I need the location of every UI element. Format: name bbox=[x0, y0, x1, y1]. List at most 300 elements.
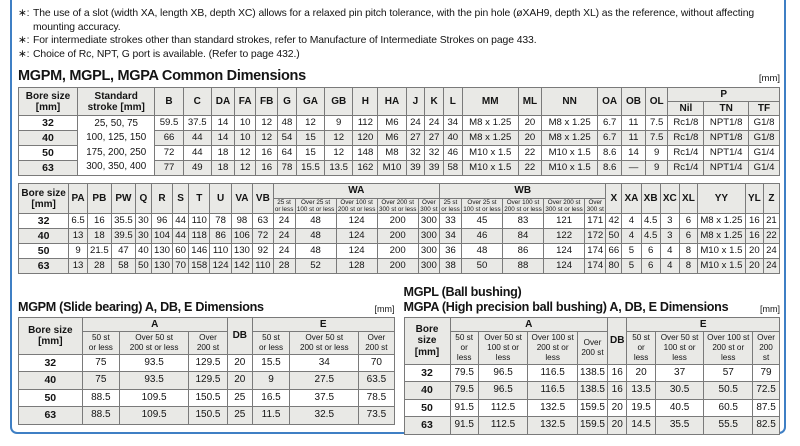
common-dimensions-heading bbox=[18, 68, 780, 84]
column-header-cell: GB bbox=[325, 88, 353, 116]
data-cell: 70 bbox=[173, 259, 189, 274]
data-cell: 75 bbox=[82, 372, 119, 390]
data-cell: 80 bbox=[606, 259, 622, 274]
data-cell: M10 x 1.5 bbox=[697, 244, 745, 259]
column-header-cell: Over 100 st 200 st or less bbox=[704, 332, 753, 365]
data-cell: 13 bbox=[69, 229, 88, 244]
column-header-cell: NN bbox=[542, 88, 598, 116]
data-cell: 39 bbox=[406, 161, 425, 176]
note-text: Choice of Rc, NPT, G port is available. (Refer to page 432.) bbox=[33, 48, 300, 60]
data-cell: 124 bbox=[336, 214, 377, 229]
data-cell: 5 bbox=[622, 259, 641, 274]
data-cell: 15.5 bbox=[252, 354, 289, 372]
table-row bbox=[404, 417, 780, 435]
data-cell: 129.5 bbox=[189, 354, 228, 372]
bore-size-cell: 40 bbox=[19, 372, 83, 390]
data-cell: 96.5 bbox=[478, 364, 528, 382]
data-cell: 4 bbox=[622, 214, 641, 229]
data-cell: 9 bbox=[645, 161, 668, 176]
column-header-cell: 25 st or less bbox=[274, 198, 294, 213]
table-row bbox=[19, 407, 395, 425]
data-cell: M10 x 1.5 bbox=[542, 161, 598, 176]
bore-size-cell: 32 bbox=[19, 354, 83, 372]
data-cell: 22 bbox=[518, 161, 541, 176]
data-cell: 159.5 bbox=[577, 417, 607, 435]
table-row bbox=[19, 372, 395, 390]
data-cell: 130 bbox=[231, 244, 252, 259]
data-cell: 4.5 bbox=[641, 229, 660, 244]
section-title-text: MGPM, MGPL, MGPA Common Dimensions bbox=[18, 68, 306, 85]
data-cell: 171 bbox=[585, 214, 606, 229]
column-header-cell: MM bbox=[462, 88, 518, 116]
data-cell: 38 bbox=[440, 259, 462, 274]
bore-size-cell: 63 bbox=[19, 161, 78, 176]
data-cell: 86 bbox=[210, 229, 231, 244]
data-cell: 300 bbox=[418, 259, 439, 274]
data-cell: 5 bbox=[622, 244, 641, 259]
data-cell: 87.5 bbox=[753, 399, 780, 417]
data-cell: 4 bbox=[622, 229, 641, 244]
data-cell: 16 bbox=[256, 161, 278, 176]
data-cell: 15 bbox=[296, 131, 324, 146]
column-header-cell: FB bbox=[256, 88, 278, 116]
note-line bbox=[18, 34, 780, 48]
data-cell: 75 bbox=[82, 354, 119, 372]
table-row bbox=[19, 354, 395, 372]
column-header-cell: 50 st or less bbox=[627, 332, 655, 365]
data-cell: 48 bbox=[295, 229, 336, 244]
data-cell: 44 bbox=[173, 214, 189, 229]
data-cell: 88.5 bbox=[82, 389, 119, 407]
data-cell: 12 bbox=[325, 146, 353, 161]
data-cell: 14 bbox=[622, 146, 646, 161]
table-row bbox=[19, 214, 780, 229]
data-cell: 34 bbox=[440, 229, 462, 244]
data-cell: 46 bbox=[461, 229, 502, 244]
data-cell: 21 bbox=[763, 214, 779, 229]
bore-size-cell: 32 bbox=[19, 116, 78, 131]
data-cell: 37.5 bbox=[183, 116, 211, 131]
footnotes bbox=[18, 7, 780, 61]
data-cell: NPT1/8 bbox=[704, 116, 749, 131]
table-row bbox=[19, 229, 780, 244]
column-header-cell: Q bbox=[135, 184, 151, 214]
column-header-cell: B bbox=[155, 88, 183, 116]
data-cell: 50 bbox=[135, 259, 151, 274]
data-cell: 18 bbox=[211, 161, 234, 176]
data-cell: G1/8 bbox=[749, 131, 780, 146]
data-cell: 96 bbox=[151, 214, 172, 229]
column-header-cell: Over 200 st bbox=[189, 332, 228, 355]
data-cell: 13.5 bbox=[325, 161, 353, 176]
data-cell: 6.7 bbox=[598, 131, 622, 146]
data-cell: 24 bbox=[763, 244, 779, 259]
bore-size-cell: 50 bbox=[19, 146, 78, 161]
data-cell: 64 bbox=[278, 146, 297, 161]
column-header-cell: Over 100 st 200 st or less bbox=[528, 332, 578, 365]
data-cell: 4 bbox=[660, 244, 679, 259]
data-cell: 130 bbox=[151, 244, 172, 259]
data-cell: 86 bbox=[502, 244, 543, 259]
bore-size-cell: 40 bbox=[404, 382, 450, 400]
data-cell: 146 bbox=[189, 244, 210, 259]
data-cell: 60 bbox=[173, 244, 189, 259]
data-cell: 72 bbox=[155, 146, 183, 161]
data-cell: 128 bbox=[336, 259, 377, 274]
unit-label: [mm] bbox=[374, 304, 395, 315]
data-cell: 50.5 bbox=[704, 382, 753, 400]
bore-size-cell: 63 bbox=[404, 417, 450, 435]
note-line bbox=[18, 48, 780, 62]
data-cell: 24 bbox=[273, 229, 295, 244]
data-cell: 72 bbox=[253, 229, 274, 244]
data-cell: 24 bbox=[425, 116, 444, 131]
bore-size-cell: 40 bbox=[19, 131, 78, 146]
column-header-cell: OL bbox=[645, 88, 668, 116]
data-cell: 6.7 bbox=[598, 116, 622, 131]
column-header-cell: OB bbox=[622, 88, 646, 116]
data-cell: 8.6 bbox=[598, 161, 622, 176]
bore-size-cell: 32 bbox=[404, 364, 450, 382]
mgpl-mgpa-column bbox=[404, 282, 781, 435]
column-header-cell: WB bbox=[440, 184, 606, 198]
data-cell: 6 bbox=[679, 229, 697, 244]
data-cell: Rc1/8 bbox=[668, 116, 704, 131]
column-header-cell: K bbox=[425, 88, 444, 116]
section-title-text: MGPM (Slide bearing) A, DB, E Dimensions bbox=[18, 299, 264, 314]
table-row bbox=[404, 364, 780, 382]
data-cell: 118 bbox=[189, 229, 210, 244]
common-dimensions-table-2-holder bbox=[18, 183, 780, 274]
column-header-cell: FA bbox=[235, 88, 256, 116]
bore-size-cell: 50 bbox=[19, 244, 69, 259]
column-header-cell: PA bbox=[69, 184, 88, 214]
data-cell: 18 bbox=[211, 146, 234, 161]
mgpl-mgpa-table-holder bbox=[404, 317, 781, 435]
data-cell: G1/8 bbox=[749, 116, 780, 131]
data-cell: 110 bbox=[253, 259, 274, 274]
data-cell: 7.5 bbox=[645, 116, 668, 131]
data-cell: 6 bbox=[641, 244, 660, 259]
data-cell: 16 bbox=[607, 382, 626, 400]
data-cell: 79.5 bbox=[450, 382, 478, 400]
data-cell: 9 bbox=[645, 146, 668, 161]
column-header-cell: Over 25 st 100 st or less bbox=[296, 198, 335, 213]
data-cell: 50 bbox=[461, 259, 502, 274]
common-dimensions-table-1 bbox=[18, 87, 780, 176]
data-cell: 72.5 bbox=[753, 382, 780, 400]
data-cell: 34 bbox=[290, 354, 359, 372]
data-cell: 124 bbox=[336, 229, 377, 244]
column-header-cell: PW bbox=[111, 184, 135, 214]
data-cell: 300 bbox=[418, 229, 439, 244]
data-cell: 58 bbox=[111, 259, 135, 274]
column-header-cell: YY bbox=[697, 184, 745, 214]
data-cell: 138.5 bbox=[577, 382, 607, 400]
data-cell: 93.5 bbox=[120, 372, 189, 390]
page-content bbox=[18, 7, 780, 435]
data-cell: 16 bbox=[87, 214, 111, 229]
data-cell: 20 bbox=[607, 417, 626, 435]
data-cell: 13 bbox=[69, 259, 88, 274]
data-cell: 96.5 bbox=[478, 382, 528, 400]
mgpm-slide-bearing-table bbox=[18, 317, 395, 425]
data-cell: 112 bbox=[353, 116, 378, 131]
data-cell: 39.5 bbox=[111, 229, 135, 244]
column-header-cell: Over 100 st 200 st or less bbox=[504, 198, 542, 213]
data-cell: 40 bbox=[135, 244, 151, 259]
data-cell: 98 bbox=[231, 214, 252, 229]
data-cell: 9 bbox=[69, 244, 88, 259]
mgpm-table-holder bbox=[18, 317, 395, 425]
data-cell: 78 bbox=[278, 161, 297, 176]
data-cell: 48 bbox=[295, 214, 336, 229]
column-header-cell: E bbox=[627, 318, 780, 332]
column-header-cell: PB bbox=[87, 184, 111, 214]
column-header-cell: TF bbox=[749, 102, 780, 116]
column-header-cell: Over 200 st bbox=[359, 332, 394, 355]
data-cell: 11 bbox=[622, 131, 646, 146]
bore-size-cell: 50 bbox=[404, 399, 450, 417]
note-text: For intermediate strokes other than standard strokes, refer to Manufacture of Intermediate Strokes on page 433. bbox=[33, 35, 537, 47]
table-row bbox=[19, 116, 780, 131]
bottom-tables-section bbox=[18, 282, 780, 435]
column-header-cell: Over 50 st 100 st or less bbox=[478, 332, 528, 365]
data-cell: M8 x 1.25 bbox=[462, 131, 518, 146]
data-cell: 24 bbox=[763, 259, 779, 274]
data-cell: M8 x 1.25 bbox=[697, 214, 745, 229]
column-header-cell: A bbox=[82, 318, 227, 332]
data-cell: 83 bbox=[502, 214, 543, 229]
data-cell: M10 x 1.5 bbox=[462, 161, 518, 176]
unit-label: [mm] bbox=[758, 73, 780, 85]
column-header-cell: YL bbox=[745, 184, 763, 214]
column-header-cell: ML bbox=[518, 88, 541, 116]
data-cell: NPT1/4 bbox=[704, 161, 749, 176]
column-header-cell: XB bbox=[641, 184, 660, 214]
column-header-cell: 50 st or less bbox=[82, 332, 119, 355]
data-cell: 88 bbox=[502, 259, 543, 274]
data-cell: 12 bbox=[325, 131, 353, 146]
data-cell: 110 bbox=[210, 244, 231, 259]
column-header-cell: Over 300 st bbox=[585, 198, 606, 213]
data-cell: 59.5 bbox=[155, 116, 183, 131]
data-cell: 40.5 bbox=[655, 399, 704, 417]
data-cell: 16 bbox=[607, 364, 626, 382]
data-cell: 13.5 bbox=[627, 382, 655, 400]
data-cell: M8 x 1.25 bbox=[542, 131, 598, 146]
common-dimensions-table-1-holder bbox=[18, 87, 780, 176]
data-cell: 174 bbox=[585, 259, 606, 274]
data-cell: 48 bbox=[295, 244, 336, 259]
data-cell: 20 bbox=[627, 364, 655, 382]
data-cell: 20 bbox=[518, 131, 541, 146]
data-cell: 4 bbox=[660, 259, 679, 274]
bore-size-cell: 40 bbox=[19, 229, 69, 244]
data-cell: 30 bbox=[135, 214, 151, 229]
data-cell: M6 bbox=[378, 116, 406, 131]
data-cell: 148 bbox=[353, 146, 378, 161]
column-header-cell: E bbox=[252, 318, 394, 332]
column-header-cell: VA bbox=[231, 184, 252, 214]
asterisk-marker: ∗: bbox=[18, 48, 30, 60]
column-header-cell: S bbox=[173, 184, 189, 214]
column-header-cell: A bbox=[450, 318, 607, 332]
data-cell: 44 bbox=[173, 229, 189, 244]
unit-label: [mm] bbox=[760, 304, 780, 315]
data-cell: 25 bbox=[227, 389, 252, 407]
data-cell: 32.5 bbox=[290, 407, 359, 425]
data-cell: 78.5 bbox=[359, 389, 394, 407]
asterisk-marker: ∗: bbox=[18, 35, 30, 47]
column-header-cell: Over 300 st bbox=[418, 198, 439, 213]
common-dimensions-table-2 bbox=[18, 183, 780, 274]
data-cell: 8.6 bbox=[598, 146, 622, 161]
bore-size-cell: 32 bbox=[19, 214, 69, 229]
data-cell: 162 bbox=[353, 161, 378, 176]
data-cell: 15 bbox=[296, 146, 324, 161]
data-cell: 46 bbox=[443, 146, 462, 161]
data-cell: 174 bbox=[585, 244, 606, 259]
data-cell: 132.5 bbox=[528, 417, 578, 435]
data-cell: 20 bbox=[607, 399, 626, 417]
section-title-text: MGPA (High precision ball bushing) A, DB, E Dimensions bbox=[403, 299, 729, 314]
data-cell: 20 bbox=[227, 372, 252, 390]
column-header-cell: Over 200 st bbox=[577, 332, 607, 365]
data-cell: 50 bbox=[606, 229, 622, 244]
column-header-cell: X bbox=[606, 184, 622, 214]
data-cell: M6 bbox=[378, 131, 406, 146]
data-cell: 8 bbox=[679, 259, 697, 274]
column-header-cell: Standard stroke [mm] bbox=[77, 88, 154, 116]
data-cell: 200 bbox=[377, 229, 418, 244]
data-cell: M8 bbox=[378, 146, 406, 161]
data-cell: 12 bbox=[296, 116, 324, 131]
data-cell: 48 bbox=[278, 116, 297, 131]
data-cell: 124 bbox=[336, 244, 377, 259]
data-cell: 200 bbox=[377, 244, 418, 259]
column-header-cell: GA bbox=[296, 88, 324, 116]
data-cell: 36 bbox=[440, 244, 462, 259]
data-cell: 121 bbox=[544, 214, 585, 229]
data-cell: 24 bbox=[406, 116, 425, 131]
data-cell: 24 bbox=[273, 244, 295, 259]
column-header-cell: Over 200 st 300 st or less bbox=[545, 198, 583, 213]
data-cell: 25 bbox=[227, 407, 252, 425]
data-cell: Rc1/8 bbox=[668, 131, 704, 146]
data-cell: 15.5 bbox=[296, 161, 324, 176]
data-cell: 32 bbox=[425, 146, 444, 161]
data-cell: 79 bbox=[753, 364, 780, 382]
data-cell: 116.5 bbox=[528, 382, 578, 400]
column-header-cell: Z bbox=[763, 184, 779, 214]
data-cell: 159.5 bbox=[577, 399, 607, 417]
data-cell: 300 bbox=[418, 214, 439, 229]
data-cell: 44 bbox=[183, 146, 211, 161]
column-header-cell: Over 50 st 200 st or less bbox=[290, 332, 359, 355]
spacer bbox=[18, 176, 780, 183]
column-header-cell: 50 st or less bbox=[252, 332, 289, 355]
mgpl-mgpa-heading bbox=[404, 282, 781, 314]
data-cell: 28 bbox=[87, 259, 111, 274]
data-cell: 129.5 bbox=[189, 372, 228, 390]
data-cell: 88.5 bbox=[82, 407, 119, 425]
table-row bbox=[404, 399, 780, 417]
data-cell: 55.5 bbox=[704, 417, 753, 435]
column-header-cell: WA bbox=[273, 184, 439, 198]
data-cell: 47 bbox=[111, 244, 135, 259]
column-header-cell: 25 st or less bbox=[441, 198, 460, 213]
data-cell: — bbox=[622, 161, 646, 176]
column-header-cell: Over 200 st bbox=[753, 332, 780, 365]
data-cell: 12 bbox=[256, 116, 278, 131]
column-header-cell: Over 100 st 200 st or less bbox=[337, 198, 376, 213]
column-header-cell: Bore size [mm] bbox=[19, 184, 69, 214]
data-cell: 27.5 bbox=[290, 372, 359, 390]
bore-size-cell: 50 bbox=[19, 389, 83, 407]
data-cell: 14.5 bbox=[627, 417, 655, 435]
data-cell: 6.5 bbox=[69, 214, 88, 229]
data-cell: 124 bbox=[210, 259, 231, 274]
data-cell: 27 bbox=[425, 131, 444, 146]
data-cell: 16 bbox=[745, 214, 763, 229]
data-cell: M10 x 1.5 bbox=[697, 259, 745, 274]
column-header-cell: Bore size [mm] bbox=[19, 88, 78, 116]
asterisk-marker: ∗: bbox=[18, 8, 30, 19]
data-cell: 24 bbox=[273, 214, 295, 229]
column-header-cell: 50 st or less bbox=[450, 332, 478, 365]
data-cell: M10 x 1.5 bbox=[542, 146, 598, 161]
data-cell: 92 bbox=[253, 244, 274, 259]
data-cell: 132.5 bbox=[528, 399, 578, 417]
column-header-cell: DA bbox=[211, 88, 234, 116]
column-header-cell: DB bbox=[607, 318, 626, 365]
data-cell: 77 bbox=[155, 161, 183, 176]
data-cell: G1/4 bbox=[749, 146, 780, 161]
column-header-cell: XL bbox=[679, 184, 697, 214]
note-text: The use of a slot (width XA, length XB, depth XC) allows for a relaxed pin pitch tolerance, with the pin hole (øXAH9, depth XL) as the reference, without affecting mounting accuracy. bbox=[33, 8, 755, 33]
data-cell: 52 bbox=[295, 259, 336, 274]
data-cell: M8 x 1.25 bbox=[697, 229, 745, 244]
data-cell: 35.5 bbox=[111, 214, 135, 229]
data-cell: 84 bbox=[502, 229, 543, 244]
data-cell: 7.5 bbox=[645, 131, 668, 146]
data-cell: 14 bbox=[211, 131, 234, 146]
column-header-cell: Over 50 st 200 st or less bbox=[120, 332, 189, 355]
column-header-cell: L bbox=[443, 88, 462, 116]
data-cell: 21.5 bbox=[87, 244, 111, 259]
data-cell: 4.5 bbox=[641, 214, 660, 229]
data-cell: 20 bbox=[745, 259, 763, 274]
data-cell: 9 bbox=[325, 116, 353, 131]
data-cell: 45 bbox=[461, 214, 502, 229]
data-cell: 12 bbox=[235, 161, 256, 176]
data-cell: 60.5 bbox=[704, 399, 753, 417]
column-header-cell: J bbox=[406, 88, 425, 116]
column-header-cell: VB bbox=[253, 184, 274, 214]
mgpl-mgpa-ball-bushing-table bbox=[404, 317, 781, 435]
data-cell: 35.5 bbox=[655, 417, 704, 435]
data-cell: 122 bbox=[544, 229, 585, 244]
data-cell: M8 x 1.25 bbox=[542, 116, 598, 131]
data-cell: 11.5 bbox=[252, 407, 289, 425]
data-cell: 73.5 bbox=[359, 407, 394, 425]
data-cell: 200 bbox=[377, 214, 418, 229]
data-cell: 150.5 bbox=[189, 407, 228, 425]
data-cell: 19.5 bbox=[627, 399, 655, 417]
data-cell: 57 bbox=[704, 364, 753, 382]
data-cell: 106 bbox=[231, 229, 252, 244]
